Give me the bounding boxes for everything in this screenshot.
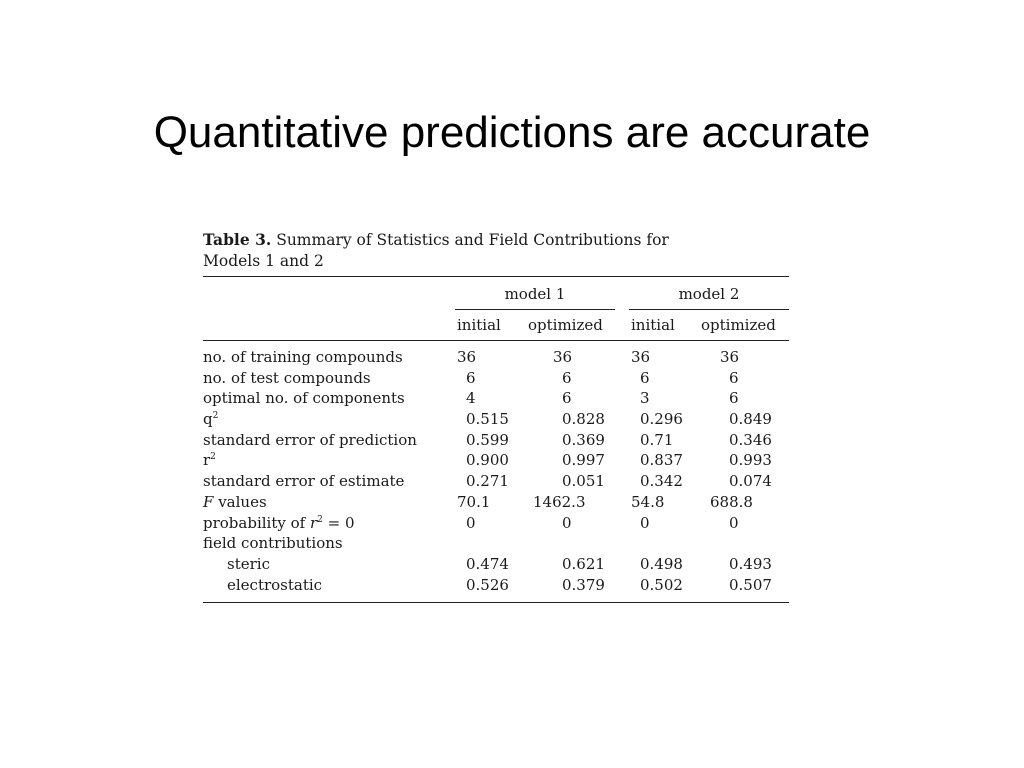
subheader-model-2-initial: initial — [631, 316, 675, 334]
cell-model-1-optimized: 0.369 — [562, 430, 605, 449]
cell-model-1-optimized: 6 — [562, 368, 572, 387]
group-rule-model-2 — [629, 309, 789, 310]
cell-model-1-initial: 0.599 — [466, 430, 509, 449]
row-label: no. of training compounds — [203, 348, 403, 366]
cell-model-1-optimized: 36 — [553, 348, 573, 366]
subheader-model-1-initial: initial — [457, 316, 501, 334]
cell-model-2-initial: 0.498 — [640, 554, 683, 573]
row-label: standard error of prediction — [203, 430, 417, 449]
table-row — [203, 533, 789, 554]
table-row — [203, 368, 789, 389]
cell-model-1-initial: 0.515 — [466, 410, 509, 429]
row-label-superscript: 2 — [210, 452, 216, 463]
cell-model-1-initial: 4 — [466, 389, 476, 408]
cell-model-1-optimized: 0.828 — [562, 410, 605, 429]
cell-model-2-initial: 0.71 — [640, 430, 674, 449]
header-bottom-rule — [203, 340, 789, 341]
cell-model-2-initial: 36 — [631, 348, 651, 366]
table-caption — [203, 229, 789, 273]
cell-model-1-initial: 0.526 — [466, 575, 509, 594]
cell-model-2-optimized: 688.8 — [710, 492, 753, 511]
slide-title: Quantitative predictions are accurate — [153, 108, 871, 157]
table-row — [203, 430, 789, 451]
table-row — [203, 575, 789, 596]
table-row — [203, 513, 789, 534]
cell-model-2-initial: 54.8 — [631, 492, 665, 511]
cell-model-1-optimized: 0.051 — [562, 472, 605, 491]
table-bottom-rule — [203, 602, 789, 603]
table-row — [203, 450, 789, 471]
table-row — [203, 471, 789, 492]
group-header-model-1: model 1 — [504, 285, 566, 303]
table-row — [203, 554, 789, 575]
row-label-italic: F — [203, 492, 214, 511]
cell-model-2-initial: 3 — [640, 389, 650, 408]
cell-model-2-initial: 0.502 — [640, 575, 683, 594]
row-label: field contributions — [203, 534, 343, 553]
table-top-rule — [203, 276, 789, 277]
row-label-suffix: = 0 — [322, 513, 355, 532]
cell-model-2-initial: 0 — [640, 513, 650, 532]
cell-model-1-optimized: 1462.3 — [533, 492, 586, 511]
table-row — [203, 409, 789, 430]
row-label-superscript: 2 — [212, 411, 219, 422]
row-label-text: q — [203, 410, 213, 429]
summary-statistics-table — [203, 229, 789, 594]
cell-model-1-optimized: 6 — [562, 389, 572, 408]
cell-model-2-optimized: 0.849 — [729, 410, 772, 429]
cell-model-1-optimized: 0.379 — [562, 575, 605, 594]
cell-model-2-optimized: 0 — [729, 513, 739, 532]
row-label: standard error of estimate — [203, 472, 405, 491]
table-caption-label: Table 3. — [203, 230, 272, 249]
subheader-model-2-optimized: optimized — [701, 316, 776, 334]
row-label — [203, 450, 216, 471]
row-label — [203, 492, 267, 513]
group-rule-model-1 — [455, 309, 615, 310]
group-header-model-2: model 2 — [678, 285, 740, 303]
table-caption-text: Summary of Statistics and Field Contributions for — [276, 231, 669, 249]
cell-model-1-initial: 0.271 — [466, 472, 509, 491]
cell-model-1-optimized: 0 — [562, 513, 572, 532]
row-label — [203, 409, 218, 430]
subheader-model-1-optimized: optimized — [528, 316, 603, 334]
row-label: electrostatic — [227, 575, 323, 594]
table-caption-text-line2: Models 1 and 2 — [203, 252, 324, 270]
cell-model-1-initial: 6 — [466, 368, 476, 387]
cell-model-1-optimized: 0.997 — [562, 451, 605, 470]
row-label: steric — [227, 554, 270, 573]
cell-model-2-initial: 0.342 — [640, 472, 683, 491]
row-label: no. of test compounds — [203, 368, 371, 387]
row-label-text: r — [203, 451, 211, 470]
row-label: optimal no. of components — [203, 389, 405, 408]
row-label-italic: r — [309, 513, 318, 532]
cell-model-2-optimized: 0.346 — [729, 430, 772, 449]
cell-model-1-initial: 36 — [457, 348, 477, 366]
cell-model-1-initial: 0.900 — [466, 451, 509, 470]
cell-model-1-initial: 70.1 — [457, 492, 491, 511]
cell-model-1-optimized: 0.621 — [562, 554, 605, 573]
cell-model-2-optimized: 0.507 — [729, 575, 772, 594]
cell-model-2-optimized: 0.074 — [729, 472, 772, 491]
row-label — [203, 513, 355, 534]
row-label-superscript: 2 — [317, 514, 323, 525]
table-row — [203, 492, 789, 513]
cell-model-1-initial: 0.474 — [466, 554, 509, 573]
cell-model-2-optimized: 0.993 — [729, 451, 772, 470]
cell-model-2-optimized: 6 — [729, 368, 739, 387]
cell-model-2-initial: 0.837 — [640, 451, 683, 470]
table-row — [203, 347, 789, 368]
cell-model-2-initial: 0.296 — [640, 410, 683, 429]
row-label-text: values — [213, 492, 267, 511]
table-row — [203, 388, 789, 409]
cell-model-2-initial: 6 — [640, 368, 650, 387]
cell-model-2-optimized: 36 — [720, 348, 740, 366]
cell-model-2-optimized: 0.493 — [729, 554, 772, 573]
table-body — [203, 347, 789, 595]
row-label-text: probability of — [203, 513, 310, 532]
cell-model-1-initial: 0 — [466, 513, 476, 532]
cell-model-2-optimized: 6 — [729, 389, 739, 408]
